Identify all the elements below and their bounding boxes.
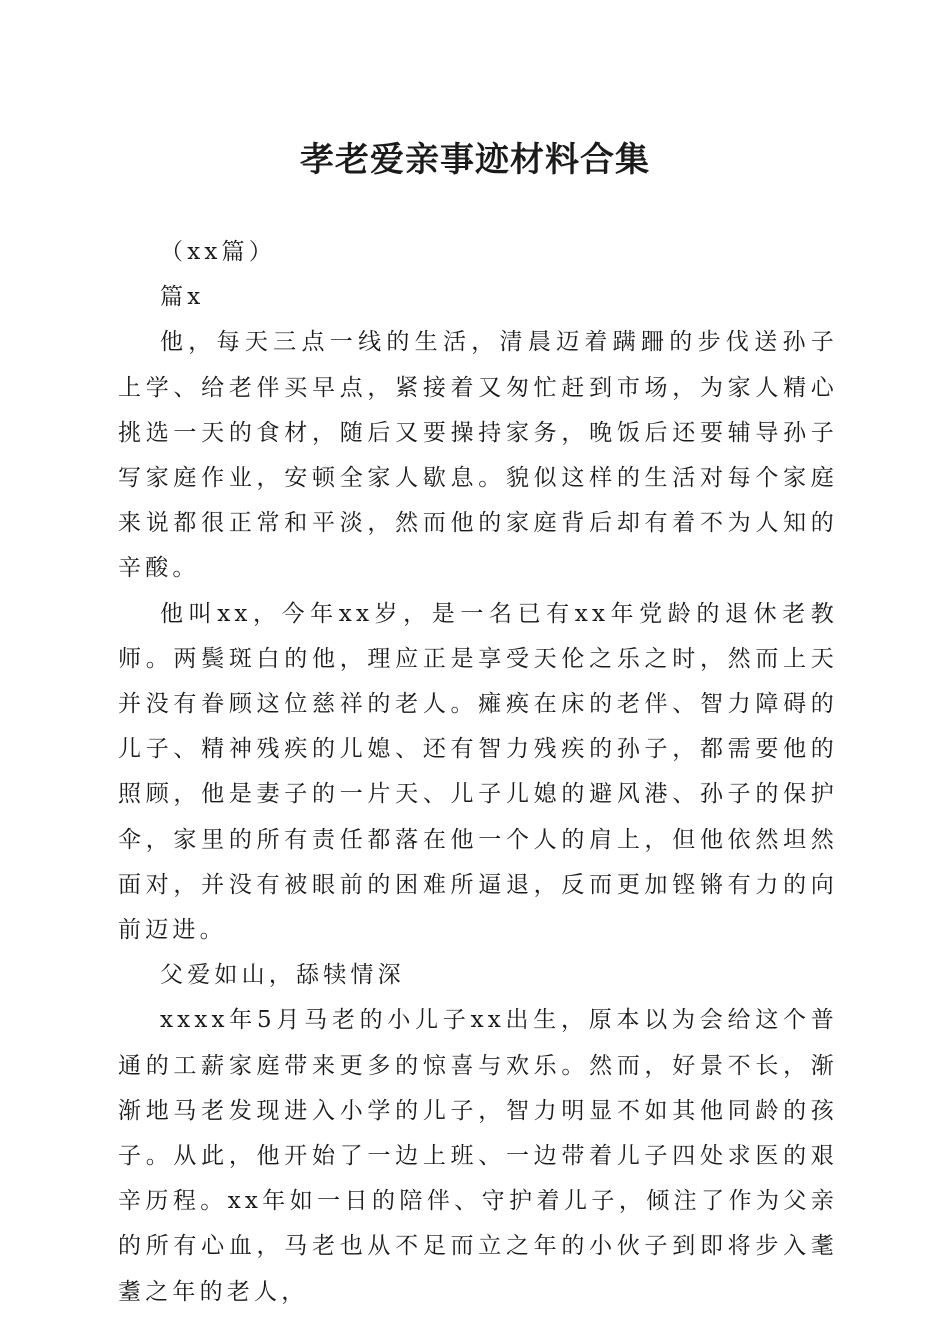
section-subheading: 父爱如山，舔犊情深 [160,962,405,989]
body-paragraph: xxxx年5月马老的小儿子xx出生，原本以为会给这个普通的工薪家庭带来更多的惊喜与欢乐。然而，好景不长，渐渐地马老发现进入小学的儿子，智力明显不如其他同龄的孩子。从此，他开始了一边上班、一边带着儿子四处求医的艰辛历程。xx年如一日的陪伴、守护着儿子，倾注了作为父亲的所有心血，马老也从不足而立之年的小伙子到即将步入耄耋之年的老人， [118,1007,838,1305]
body-paragraph: 他叫xx，今年xx岁，是一名已有xx年党龄的退休老教师。两鬓斑白的他，理应正是享受天伦之乐之时，然而上天并没有眷顾这位慈祥的老人。瘫痪在床的老伴、智力障碍的儿子、精神残疾的儿媳、还有智力残疾的孙子，都需要他的照顾，他是妻子的一片天、儿子儿媳的避风港、孙子的保护伞，家里的所有责任都落在他一个人的肩上，但他依然坦然面对，并没有被眼前的困难所逼退，反而更加铿锵有力的向前迈进。 [118,600,838,944]
body-paragraph: 他，每天三点一线的生活，清晨迈着蹒跚的步伐送孙子上学、给老伴买早点，紧接着又匆忙赶到市场，为家人精心挑选一天的食材，随后又要操持家务，晚饭后还要辅导孙子写家庭作业，安顿全家人歇息。貌似这样的生活对每个家庭来说都很正常和平淡，然而他的家庭背后却有着不为人知的辛酸。 [118,329,838,582]
document-title: 孝老爱亲事迹材料合集 [300,140,650,180]
document-body [118,230,838,1315]
series-note: （xx篇） [160,239,276,265]
section-label: 篇x [160,284,205,311]
